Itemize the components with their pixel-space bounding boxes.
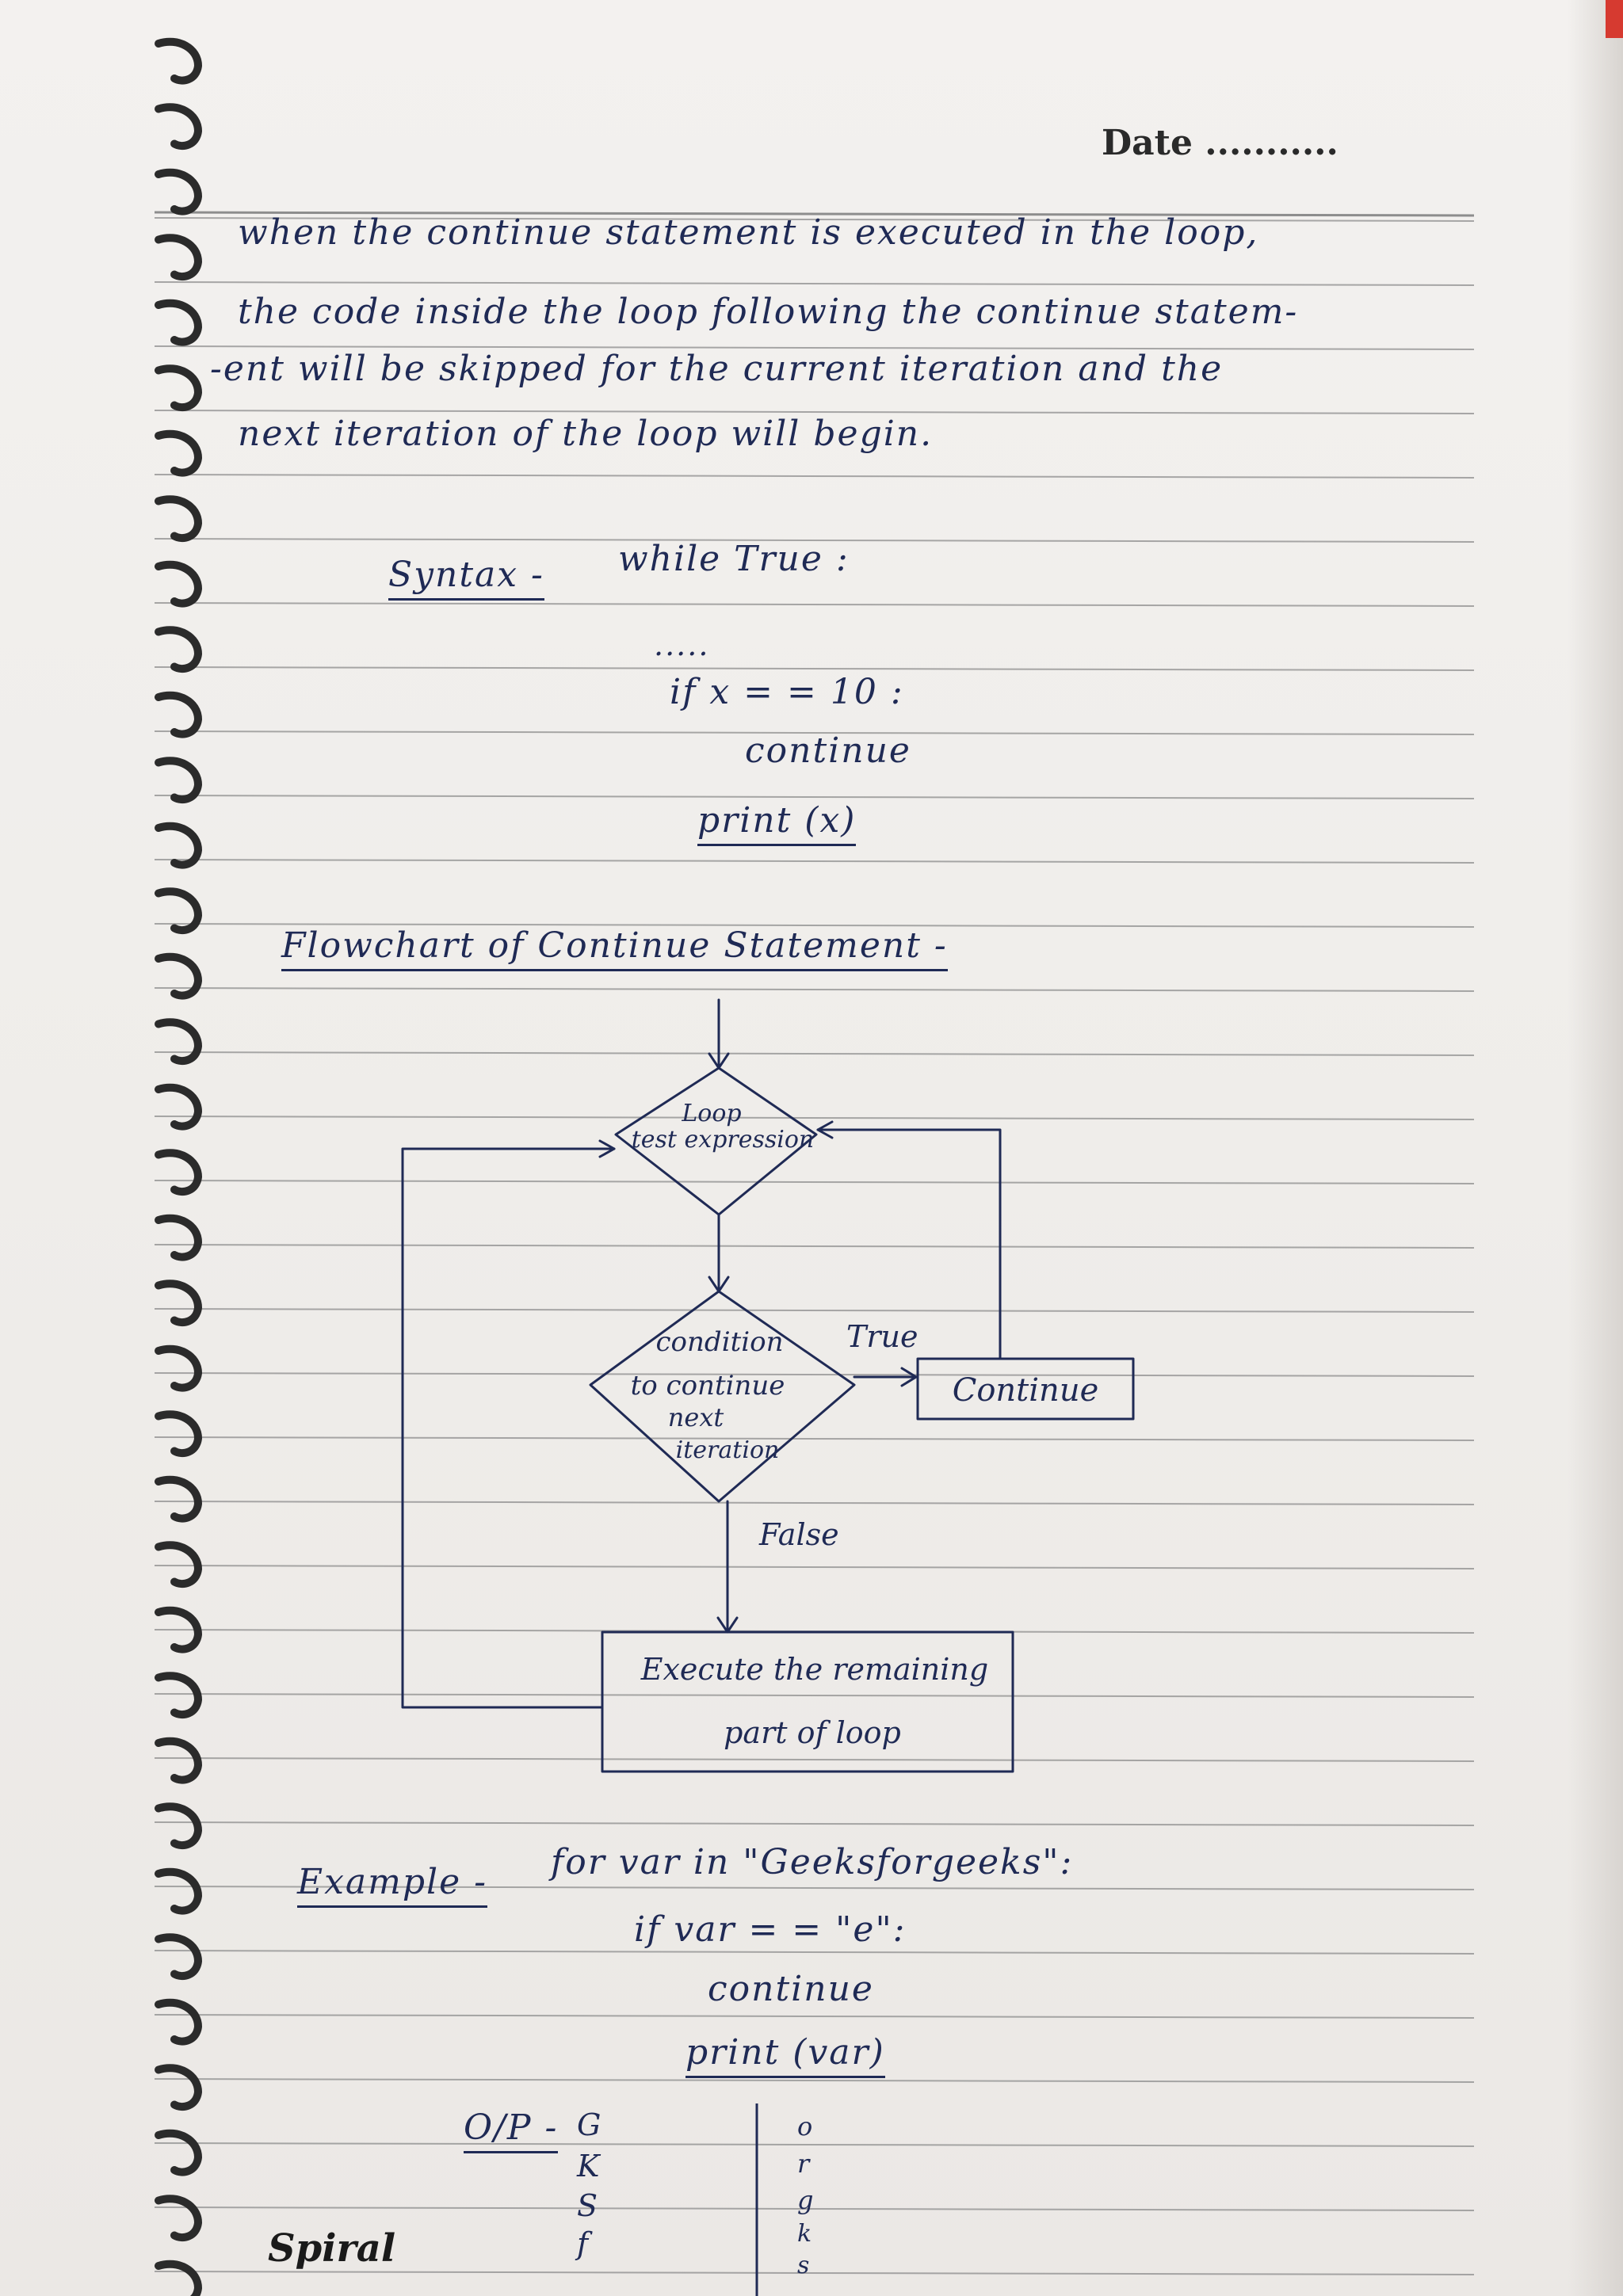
example-line-for: for var in "Geeksforgeeks":	[551, 1842, 1074, 1882]
output-label: O/P -	[464, 2107, 558, 2153]
syntax-line-dots: .....	[654, 627, 710, 662]
test-text-1: Loop	[682, 1100, 742, 1127]
output-col1-2: S	[577, 2188, 600, 2223]
output-col2-0: o	[797, 2111, 815, 2142]
output-col2-1: r	[797, 2149, 812, 2179]
false-label: False	[759, 1517, 839, 1552]
syntax-line-continue: continue	[745, 730, 911, 771]
output-col1-0: G	[577, 2107, 603, 2142]
example-line-continue: continue	[708, 1969, 874, 2009]
example-line-print: print (var)	[685, 2032, 885, 2078]
condition-text-1: condition	[655, 1326, 784, 1358]
flowchart-heading: Flowchart of Continue Statement -	[281, 925, 948, 971]
condition-text-2: to continue	[630, 1370, 785, 1402]
date-label: Date ...........	[1102, 123, 1338, 163]
syntax-line-print: print (x)	[697, 800, 856, 846]
output-col1-1: K	[577, 2149, 601, 2183]
condition-text-3: next	[667, 1402, 724, 1432]
syntax-label: Syntax -	[388, 555, 544, 601]
true-label: True	[846, 1319, 918, 1354]
output-divider	[753, 2103, 761, 2296]
syntax-line-if: if x = = 10 :	[670, 672, 904, 712]
example-label: Example -	[297, 1862, 487, 1908]
output-col2-2: g	[797, 2185, 815, 2215]
intro-line-2: the code inside the loop following the continue statem-	[238, 292, 1299, 332]
example-line-if: if var = = "e":	[634, 1909, 907, 1950]
intro-line-3: -ent will be skipped for the current iteration and the	[210, 349, 1224, 389]
loop-back-line	[403, 1149, 614, 1707]
syntax-line-while: while True :	[618, 539, 850, 579]
test-text-2: test expression	[631, 1126, 815, 1154]
intro-line-4: next iteration of the loop will begin.	[238, 414, 934, 454]
intro-line-1: when the continue statement is executed in the loop,	[238, 212, 1259, 253]
output-col2-3: k	[797, 2220, 814, 2248]
execute-text-2: part of loop	[724, 1715, 901, 1750]
brand-logo: Spiral	[268, 2226, 396, 2271]
condition-text-4: iteration	[675, 1436, 780, 1464]
output-col1-3: f	[577, 2226, 590, 2261]
continue-box-text: Continue	[952, 1372, 1099, 1409]
output-col2-4: s	[797, 2252, 812, 2279]
execute-text-1: Execute the remaining	[640, 1652, 989, 1687]
